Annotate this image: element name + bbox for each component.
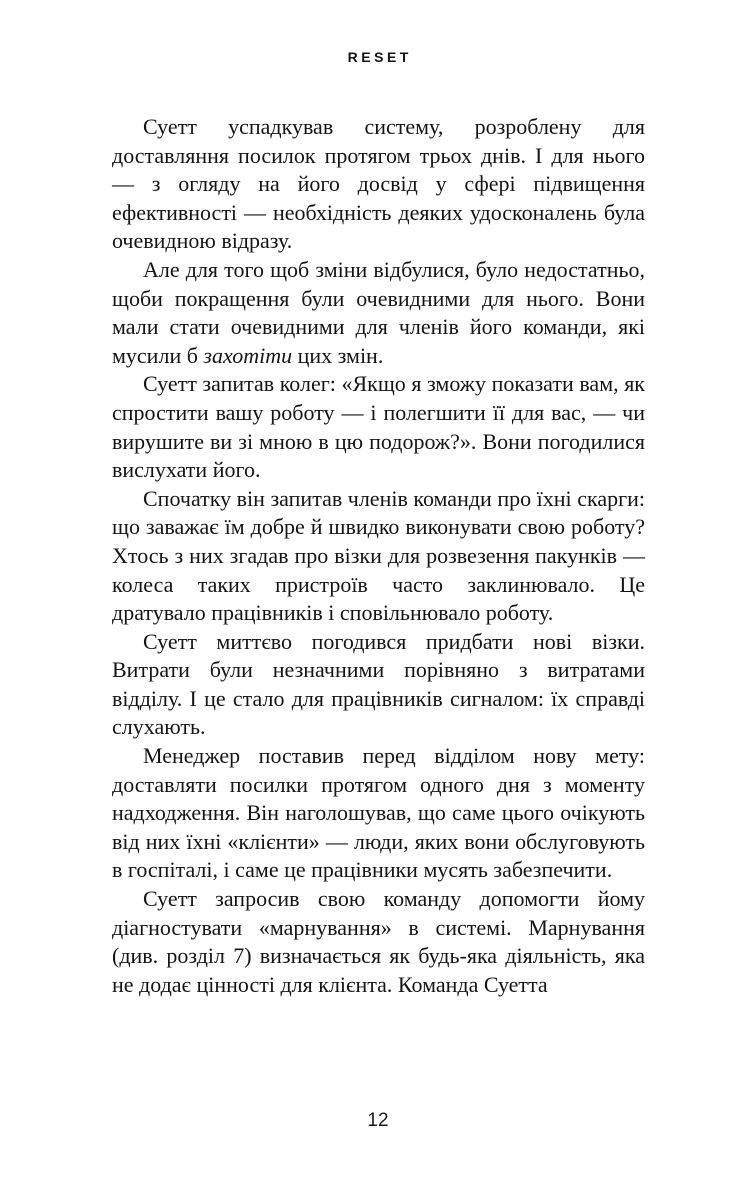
page-number: 12 xyxy=(367,1110,389,1131)
page-footer xyxy=(0,1110,756,1132)
text-run: Суетт запитав колег: «Якщо я зможу показати вам, як спростити вашу роботу — і полегшити її для вас, — чи вирушите ви зі мною в цю подорож?». Вони погодилися вислухати його. xyxy=(112,371,645,483)
text-run: Спочатку він запитав членів команди про їхні скарги: що заважає їм добре й швидко виконувати свою роботу? Хтось з них згадав про візки для розвезення пакунків — колеса таких пристроїв часто заклинювало. Це дратувало працівників і сповільнювало роботу. xyxy=(112,485,645,626)
text-run: Менеджер поставив перед відділом нову мету: доставляти посилки протягом одного дня з моменту надходження. Він наголошував, що саме цього очікують від них їхні «клієнти» — люди, яких вони обслуговують в госпіталі, і саме це працівники мусять забезпечити. xyxy=(112,743,645,883)
paragraph xyxy=(112,628,645,742)
text-run: цих змін. xyxy=(292,342,384,368)
paragraph xyxy=(112,113,645,256)
paragraph xyxy=(112,370,645,484)
body-text xyxy=(112,113,645,999)
paragraph xyxy=(112,256,645,370)
text-run: Але для того щоб зміни відбулися, було недостатньо, щоби покращення були очевидними для нього. Вони мали стати очевидними для членів його команди, які мусили б xyxy=(112,256,645,368)
running-header xyxy=(0,49,756,65)
italic-text-run: захотіти xyxy=(203,342,293,368)
running-header-title: RESET xyxy=(347,49,412,65)
text-run: Суетт запросив свою команду допомогти йому діагностувати «марнування» в системі. Марнування (див. розділ 7) визначається як будь-яка діяльність, яка не додає цінності для клієнта. Команда Суетта xyxy=(112,886,645,997)
paragraph xyxy=(112,742,645,885)
paragraph xyxy=(112,485,645,628)
paragraph xyxy=(112,885,645,999)
text-run: Суетт успадкував систему, розроблену для доставляння посилок протягом трьох днів. І для нього — з огляду на його досвід у сфері підвищення ефективності — необхідність деяких удосконалень була очевидною відразу. xyxy=(112,114,645,254)
text-run: Суетт миттєво погодився придбати нові візки. Витрати були незначними порівняно з витратами відділу. І це стало для працівників сигналом: їх справді слухають. xyxy=(112,628,645,740)
